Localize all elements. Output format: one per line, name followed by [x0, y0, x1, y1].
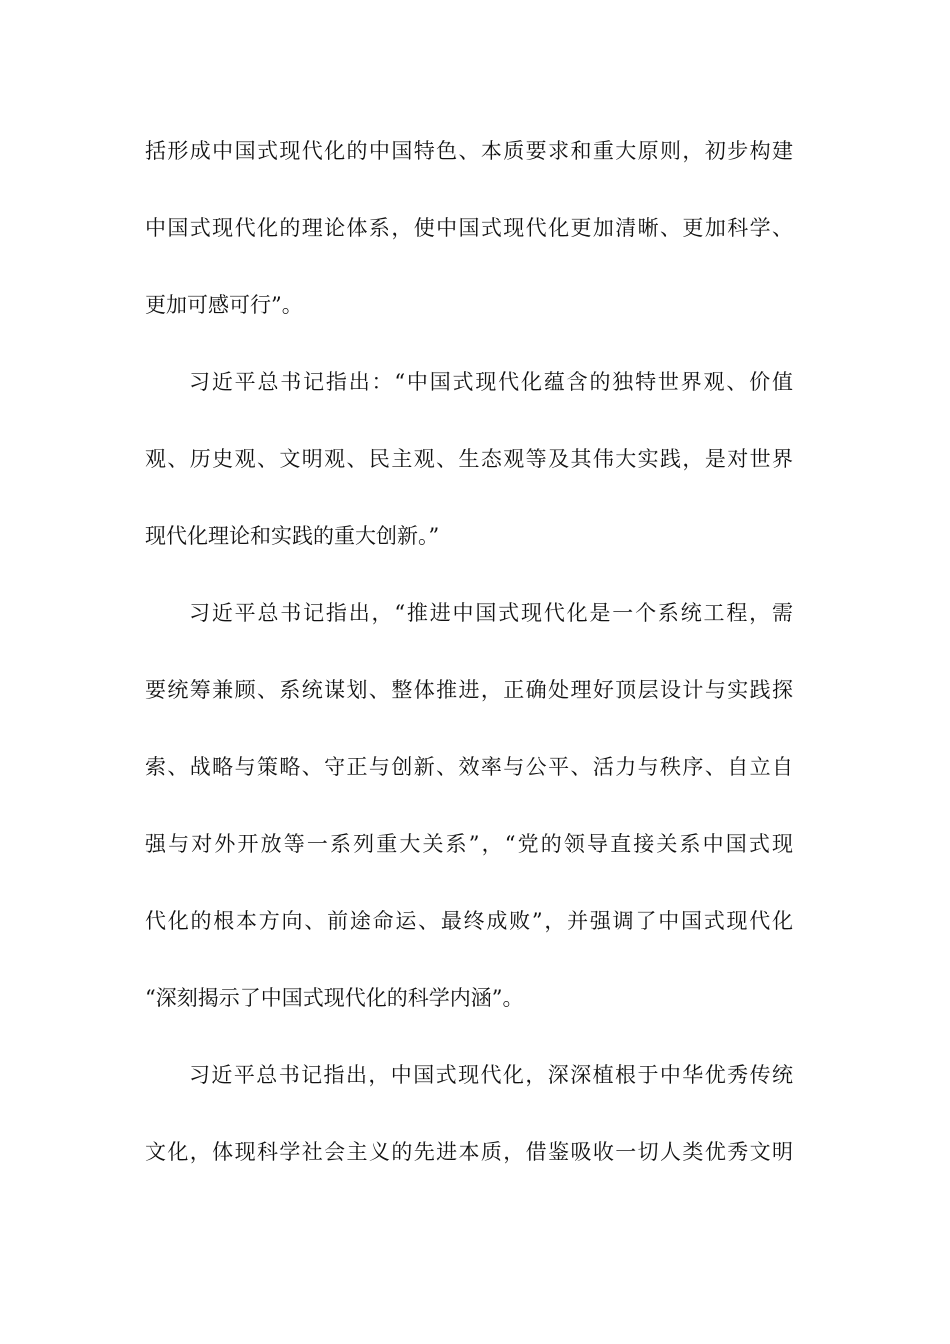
paragraph-first-line: 习近平总书记指出，中国式现代化，深深植根于中华优秀传统	[189, 1063, 793, 1087]
text-line: 索、战略与策略、守正与创新、效率与公平、活力与秩序、自立自	[145, 755, 793, 779]
text-line: 观、历史观、文明观、民主观、生态观等及其伟大实践，是对世界	[145, 447, 793, 471]
text-line: 中国式现代化的理论体系，使中国式现代化更加清晰、更加科学、	[145, 216, 793, 240]
text-line: 文化，体现科学社会主义的先进本质，借鉴吸收一切人类优秀文明	[145, 1140, 793, 1164]
paragraph-first-line: 习近平总书记指出，“推进中国式现代化是一个系统工程，需	[189, 601, 793, 625]
text-line: 现代化理论和实践的重大创新。”	[145, 524, 440, 548]
text-line: 更加可感可行”。	[145, 293, 303, 317]
paragraph-first-line: 习近平总书记指出：“中国式现代化蕴含的独特世界观、价值	[189, 370, 793, 394]
text-line: 括形成中国式现代化的中国特色、本质要求和重大原则，初步构建	[145, 139, 793, 163]
document-body	[145, 128, 793, 1206]
text-line: 代化的根本方向、前途命运、最终成败”，并强调了中国式现代化	[145, 909, 793, 933]
text-line: 要统筹兼顾、系统谋划、整体推进，正确处理好顶层设计与实践探	[145, 678, 793, 702]
text-line: 强与对外开放等一系列重大关系”，“党的领导直接关系中国式现	[145, 832, 793, 856]
text-line: “深刻揭示了中国式现代化的科学内涵”。	[145, 986, 524, 1010]
